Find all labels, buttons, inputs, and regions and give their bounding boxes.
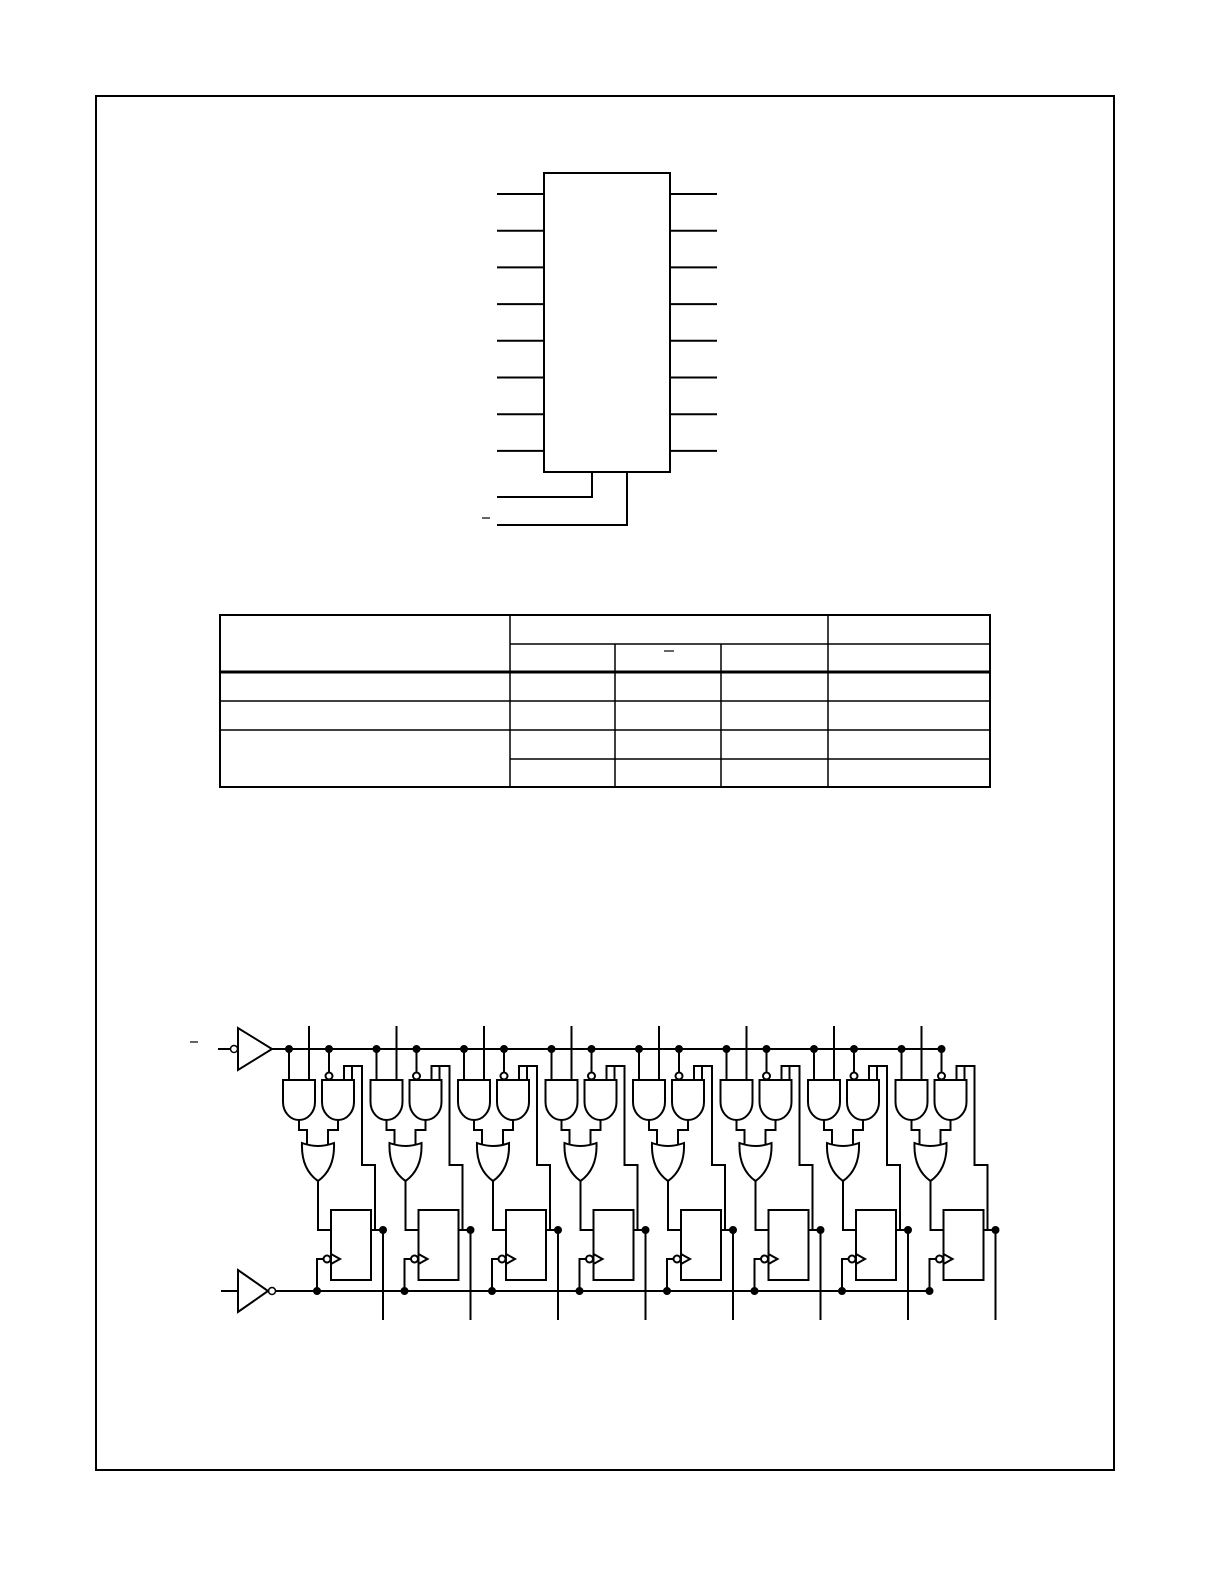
or-gate [652, 1143, 684, 1181]
clock-wire [930, 1259, 936, 1291]
and-gate [371, 1080, 403, 1120]
or-gate [914, 1143, 946, 1181]
feedback-wire [615, 1066, 646, 1230]
or-gate [827, 1143, 859, 1181]
or-gate [389, 1143, 421, 1181]
register-stage [721, 1026, 824, 1320]
register-stage [808, 1026, 911, 1320]
gate-wire [853, 1120, 863, 1145]
and-gate [808, 1080, 840, 1120]
junction-dot [577, 1288, 583, 1294]
inversion-bubble [676, 1073, 683, 1080]
flip-flop [331, 1210, 371, 1280]
feedback-wire [352, 1066, 383, 1230]
d-input-wire [493, 1181, 506, 1230]
d-input-wire [668, 1181, 681, 1230]
inversion-bubble [501, 1073, 508, 1080]
shift-input-wire [694, 1066, 702, 1080]
clock-wire [405, 1259, 411, 1291]
register-stage [371, 1026, 474, 1320]
flip-flop [594, 1210, 634, 1280]
and-gate [633, 1080, 665, 1120]
shift-input-wire [782, 1066, 790, 1080]
d-input-wire [581, 1181, 594, 1230]
or-gate [739, 1143, 771, 1181]
junction-dot [927, 1288, 933, 1294]
junction-dot [402, 1288, 408, 1294]
gate-wire [416, 1120, 426, 1145]
and-gate [497, 1080, 529, 1120]
clock-triangle [594, 1254, 603, 1264]
junction-dot [752, 1288, 758, 1294]
clock-triangle [681, 1254, 690, 1264]
inversion-bubble [588, 1073, 595, 1080]
clock-triangle [506, 1254, 515, 1264]
clock-triangle [331, 1254, 340, 1264]
feedback-wire [702, 1066, 733, 1230]
feedback-wire [877, 1066, 908, 1230]
clock-wire [755, 1259, 761, 1291]
gate-wire [387, 1120, 395, 1145]
clock-wire [492, 1259, 498, 1291]
flip-flop [769, 1210, 809, 1280]
d-input-wire [406, 1181, 419, 1230]
clock-bubble [586, 1256, 593, 1263]
flip-flop [506, 1210, 546, 1280]
clock-bubble [324, 1256, 331, 1263]
flip-flop [944, 1210, 984, 1280]
gate-wire [678, 1120, 688, 1145]
inversion-bubble [938, 1073, 945, 1080]
gate-wire [474, 1120, 482, 1145]
bottom-input-buffer [238, 1270, 268, 1312]
gate-wire [649, 1120, 657, 1145]
inversion-bubble [413, 1073, 420, 1080]
junction-dot [839, 1288, 845, 1294]
and-gate [322, 1080, 354, 1120]
clock-wire [580, 1259, 586, 1291]
clock-bubble [674, 1256, 681, 1263]
left-pin-group [497, 194, 544, 451]
and-gate [847, 1080, 879, 1120]
gate-wire [941, 1120, 951, 1145]
register-stage [283, 1026, 386, 1320]
and-gate [410, 1080, 442, 1120]
gate-wire [912, 1120, 920, 1145]
clock-triangle [769, 1254, 778, 1264]
gate-wire [824, 1120, 832, 1145]
logic-diagram [190, 1026, 999, 1320]
right-pin-group [670, 194, 717, 451]
clock-bubble [761, 1256, 768, 1263]
register-stage [633, 1026, 736, 1320]
input-inversion-bubble [231, 1046, 238, 1053]
register-stage [458, 1026, 561, 1320]
and-gate [896, 1080, 928, 1120]
gate-wire [503, 1120, 513, 1145]
clock-wire [667, 1259, 673, 1291]
ic-package-body [544, 173, 670, 472]
and-gate [672, 1080, 704, 1120]
flip-flop [419, 1210, 459, 1280]
and-gate [458, 1080, 490, 1120]
and-gate [760, 1080, 792, 1120]
gate-wire [766, 1120, 776, 1145]
gate-wire [737, 1120, 745, 1145]
register-stage [546, 1026, 649, 1320]
inversion-bubble [851, 1073, 858, 1080]
and-gate [546, 1080, 578, 1120]
clock-bubble [849, 1256, 856, 1263]
and-gate [283, 1080, 315, 1120]
shift-input-wire [344, 1066, 352, 1080]
d-input-wire [931, 1181, 944, 1230]
and-gate [585, 1080, 617, 1120]
connection-diagram [482, 173, 717, 525]
clock-triangle [419, 1254, 428, 1264]
and-gate [935, 1080, 967, 1120]
flip-flop [681, 1210, 721, 1280]
d-input-wire [843, 1181, 856, 1230]
feedback-wire [790, 1066, 821, 1230]
clock-bubble [499, 1256, 506, 1263]
shift-input-wire [519, 1066, 527, 1080]
gate-wire [328, 1120, 338, 1145]
gate-wire [299, 1120, 307, 1145]
register-stages [283, 1026, 999, 1320]
gate-wire [562, 1120, 570, 1145]
inversion-bubble [763, 1073, 770, 1080]
or-gate [477, 1143, 509, 1181]
inversion-bubble [326, 1073, 333, 1080]
flip-flop [856, 1210, 896, 1280]
clock-wire [317, 1259, 323, 1291]
or-gate [302, 1143, 334, 1181]
feedback-wire [965, 1066, 996, 1230]
clock-wire [842, 1259, 848, 1291]
clock-triangle [856, 1254, 865, 1264]
d-input-wire [318, 1181, 331, 1230]
junction-dot [314, 1288, 320, 1294]
shift-input-wire [869, 1066, 877, 1080]
gate-wire [591, 1120, 601, 1145]
shift-input-wire [957, 1066, 965, 1080]
clock-bubble [936, 1256, 943, 1263]
feedback-wire [527, 1066, 558, 1230]
feedback-wire [440, 1066, 471, 1230]
d-input-wire [756, 1181, 769, 1230]
clock-triangle [944, 1254, 953, 1264]
shift-input-wire [607, 1066, 615, 1080]
bottom-pin-2-lead [497, 472, 627, 525]
top-input-buffer [238, 1028, 272, 1070]
or-gate [564, 1143, 596, 1181]
junction-dot [664, 1288, 670, 1294]
clock-bubble [411, 1256, 418, 1263]
register-stage [896, 1026, 999, 1320]
bottom-pin-1-lead [497, 472, 592, 497]
and-gate [721, 1080, 753, 1120]
junction-dot [489, 1288, 495, 1294]
shift-input-wire [432, 1066, 440, 1080]
function-table [220, 615, 990, 787]
